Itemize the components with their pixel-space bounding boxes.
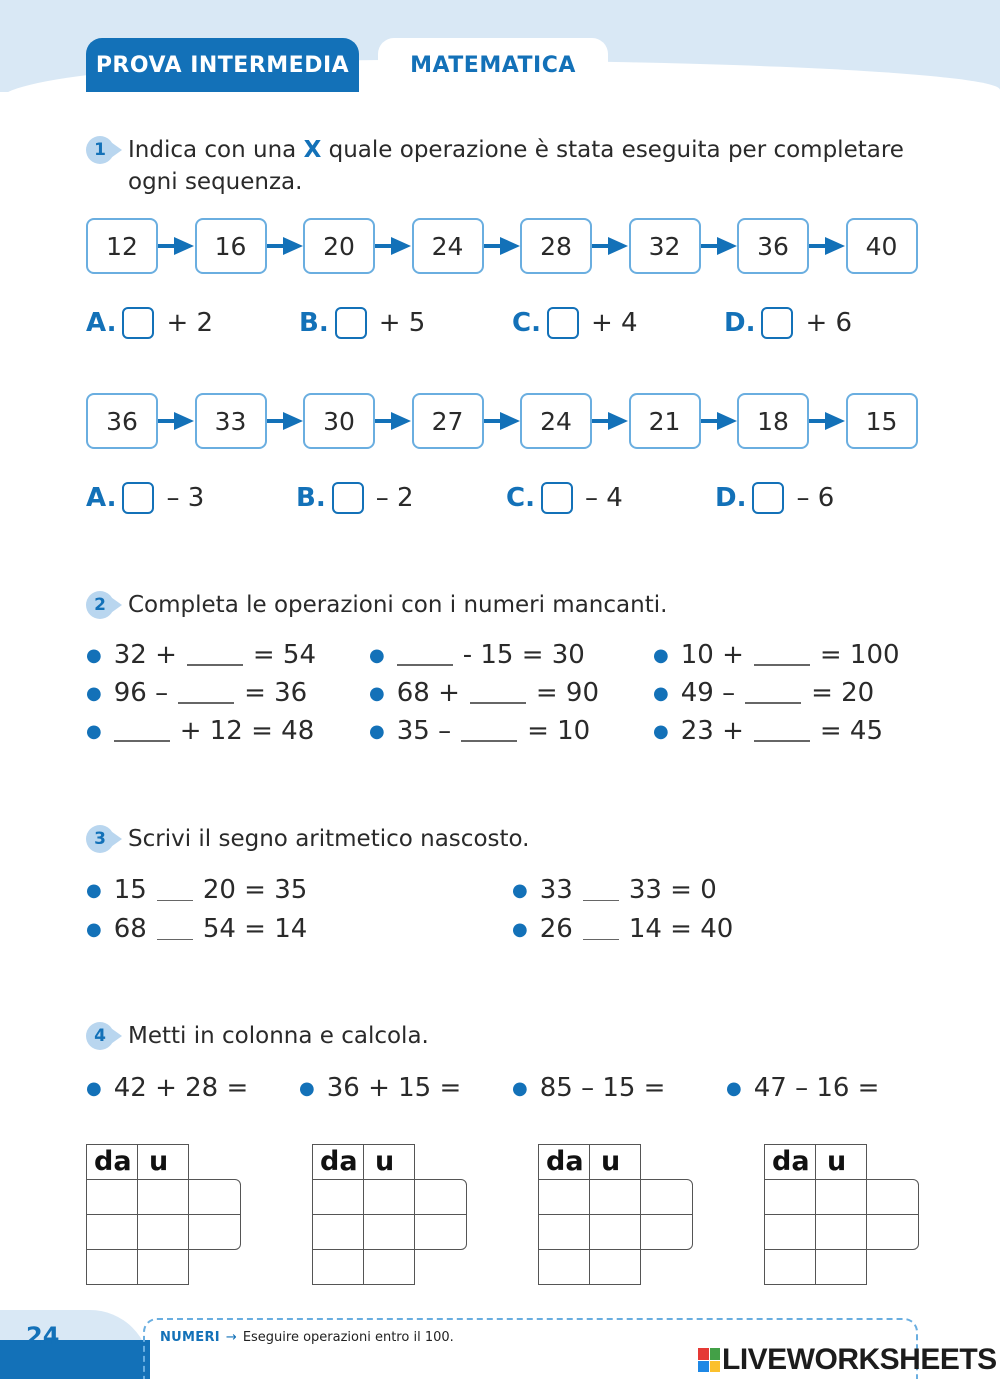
options-2: [86, 480, 916, 516]
bullet-dot-icon: ●: [299, 1077, 315, 1099]
operation-right: + 12 = 48: [179, 716, 315, 746]
operation-item: [369, 713, 590, 749]
exercise-number: 1: [86, 136, 114, 164]
operator-cell[interactable]: [188, 1179, 241, 1215]
grid-cell[interactable]: [538, 1249, 590, 1285]
bullet-dot-icon: ●: [86, 720, 102, 742]
sign-item: [86, 872, 307, 908]
instruction-text: Indica con una: [128, 137, 297, 163]
liveworksheets-logo: [698, 1343, 997, 1377]
operation-right: = 20: [811, 678, 875, 708]
exercise-number-badge: [86, 136, 126, 164]
column-operation: [512, 1070, 665, 1106]
grid-cell[interactable]: [137, 1179, 189, 1215]
option-3: [506, 480, 623, 516]
tab-prova-intermedia: PROVA INTERMEDIA: [86, 38, 359, 92]
operation-item: [86, 713, 314, 749]
operation-text: 47 – 16 =: [753, 1073, 880, 1103]
sequence-number-box: 27: [412, 393, 484, 449]
option-checkbox[interactable]: [335, 307, 367, 339]
operator-cell[interactable]: [866, 1214, 919, 1250]
option-operation: + 5: [378, 308, 426, 338]
sign-right: 20 = 35: [202, 875, 308, 905]
bullet-dot-icon: ●: [512, 918, 528, 940]
grid-cell[interactable]: [815, 1214, 867, 1250]
grid-cell[interactable]: [312, 1214, 364, 1250]
right-arrow-icon: [592, 412, 628, 430]
column-header-u: u: [827, 1146, 847, 1177]
right-arrow-icon: [484, 237, 520, 255]
operation-right: = 10: [527, 716, 591, 746]
operation-right: = 45: [819, 716, 883, 746]
grid-cell[interactable]: [815, 1249, 867, 1285]
option-3: [512, 305, 638, 341]
grid-cell[interactable]: [312, 1179, 364, 1215]
exercise-number: 2: [86, 591, 114, 619]
grid-cell[interactable]: [137, 1249, 189, 1285]
operation-right: = 100: [819, 640, 900, 670]
operation-right: = 90: [535, 678, 599, 708]
sequence-number-box: 15: [846, 393, 918, 449]
bullet-dot-icon: ●: [369, 682, 385, 704]
sign-left-number: 68: [113, 914, 147, 944]
grid-cell[interactable]: [589, 1214, 641, 1250]
right-arrow-icon: [158, 412, 194, 430]
grid-cell[interactable]: [815, 1179, 867, 1215]
options-1: [86, 305, 916, 341]
bullet-dot-icon: ●: [653, 644, 669, 666]
sequence-number-box: 12: [86, 218, 158, 274]
option-letter: A.: [86, 308, 117, 338]
sign-left-number: 26: [539, 914, 573, 944]
operator-cell[interactable]: [640, 1179, 693, 1215]
column-operation: [726, 1070, 879, 1106]
operation-left: 10 +: [680, 640, 744, 670]
option-operation: – 4: [584, 483, 623, 513]
footer-text: Eseguire operazioni entro il 100.: [242, 1330, 454, 1345]
operation-left: 68 +: [396, 678, 460, 708]
page-number: 24: [26, 1322, 60, 1350]
sequence-2: [86, 393, 918, 449]
column-grid: [538, 1144, 694, 1284]
column-operation: [299, 1070, 461, 1106]
exercise-number: 3: [86, 825, 114, 853]
column-header-u: u: [375, 1146, 395, 1177]
option-letter: D.: [724, 308, 756, 338]
option-2: [296, 480, 414, 516]
operator-cell[interactable]: [414, 1179, 467, 1215]
column-header-da: da: [546, 1146, 584, 1177]
option-checkbox[interactable]: [332, 482, 364, 514]
answer-blank[interactable]: [397, 644, 453, 666]
operator-cell[interactable]: [414, 1214, 467, 1250]
operator-cell[interactable]: [188, 1214, 241, 1250]
sign-blank[interactable]: [157, 879, 193, 901]
grid-cell[interactable]: [589, 1249, 641, 1285]
grid-cell[interactable]: [363, 1179, 415, 1215]
option-letter: C.: [506, 483, 535, 513]
sign-item: [512, 911, 733, 947]
sequence-number-box: 32: [629, 218, 701, 274]
exercise-2-heading: [86, 589, 667, 621]
sequence-number-box: 20: [303, 218, 375, 274]
sequence-number-box: 28: [520, 218, 592, 274]
exercise-number-badge: [86, 591, 126, 619]
sign-item: [86, 911, 307, 947]
grid-cell[interactable]: [86, 1249, 138, 1285]
answer-blank[interactable]: [745, 682, 801, 704]
option-operation: + 2: [166, 308, 214, 338]
answer-blank[interactable]: [470, 682, 526, 704]
right-arrow-icon: [375, 412, 411, 430]
operation-text: 36 + 15 =: [326, 1073, 462, 1103]
sequence-number-box: 40: [846, 218, 918, 274]
operation-item: [653, 637, 900, 673]
operation-item: [653, 675, 874, 711]
right-arrow-icon: [809, 237, 845, 255]
operation-right: = 54: [252, 640, 316, 670]
operation-text: 42 + 28 =: [113, 1073, 249, 1103]
column-operation: [86, 1070, 248, 1106]
option-letter: A.: [86, 483, 117, 513]
bullet-dot-icon: ●: [86, 918, 102, 940]
answer-blank[interactable]: [754, 720, 810, 742]
sign-blank[interactable]: [583, 879, 619, 901]
footer-band-dark: [0, 1340, 150, 1379]
instruction-text: Completa le operazioni con i numeri mancanti.: [128, 592, 668, 618]
sequence-number-box: 21: [629, 393, 701, 449]
grid-cell[interactable]: [86, 1214, 138, 1250]
footer-keyword: NUMERI: [160, 1330, 220, 1345]
sequence-number-box: 36: [86, 393, 158, 449]
option-letter: D.: [715, 483, 747, 513]
right-arrow-icon: [701, 237, 737, 255]
instruction-text-line2: ogni sequenza.: [128, 169, 303, 195]
right-arrow-icon: [267, 412, 303, 430]
sign-right: 33 = 0: [628, 875, 717, 905]
logo-mark-icon: [698, 1348, 720, 1372]
sequence-number-box: 33: [195, 393, 267, 449]
bullet-dot-icon: ●: [86, 1077, 102, 1099]
grid-cell[interactable]: [764, 1249, 816, 1285]
option-checkbox[interactable]: [122, 307, 154, 339]
sequence-number-box: 24: [412, 218, 484, 274]
sign-blank[interactable]: [583, 918, 619, 940]
option-operation: + 4: [590, 308, 638, 338]
bullet-dot-icon: ●: [653, 720, 669, 742]
exercise-4-heading: [86, 1020, 429, 1052]
answer-blank[interactable]: [114, 720, 170, 742]
option-1: [86, 480, 204, 516]
column-grid: [764, 1144, 920, 1284]
sequence-1: [86, 218, 918, 274]
bullet-dot-icon: ●: [653, 682, 669, 704]
operation-item: [86, 675, 307, 711]
x-mark: X: [303, 137, 322, 163]
sign-item: [512, 872, 717, 908]
right-arrow-icon: [375, 237, 411, 255]
option-checkbox[interactable]: [752, 482, 784, 514]
option-4: [724, 305, 852, 341]
operator-cell[interactable]: [866, 1179, 919, 1215]
column-grid: [312, 1144, 468, 1284]
operation-item: [86, 637, 316, 673]
column-header-u: u: [601, 1146, 621, 1177]
operation-right: = 36: [244, 678, 308, 708]
option-operation: – 2: [375, 483, 414, 513]
option-operation: + 6: [805, 308, 853, 338]
option-4: [715, 480, 834, 516]
column-grid: [86, 1144, 242, 1284]
sign-blank[interactable]: [157, 918, 193, 940]
column-header-da: da: [320, 1146, 358, 1177]
right-arrow-icon: [701, 412, 737, 430]
bullet-dot-icon: ●: [512, 1077, 528, 1099]
operation-left: 32 +: [113, 640, 177, 670]
sign-left-number: 15: [113, 875, 147, 905]
operation-left: 96 –: [113, 678, 169, 708]
bullet-dot-icon: ●: [512, 879, 528, 901]
sequence-number-box: 16: [195, 218, 267, 274]
operation-left: 49 –: [680, 678, 736, 708]
option-checkbox[interactable]: [761, 307, 793, 339]
instruction-text: Metti in colonna e calcola.: [128, 1023, 429, 1049]
right-arrow-icon: [267, 237, 303, 255]
operation-item: [653, 713, 883, 749]
instruction-text: quale operazione è stata eseguita per completare: [328, 137, 904, 163]
option-checkbox[interactable]: [541, 482, 573, 514]
grid-cell[interactable]: [589, 1179, 641, 1215]
option-1: [86, 305, 213, 341]
grid-cell[interactable]: [86, 1179, 138, 1215]
right-arrow-icon: [592, 237, 628, 255]
option-checkbox[interactable]: [547, 307, 579, 339]
column-header-da: da: [94, 1146, 132, 1177]
tab-matematica: MATEMATICA: [378, 38, 608, 92]
option-letter: B.: [296, 483, 326, 513]
grid-cell[interactable]: [137, 1214, 189, 1250]
column-header-u: u: [149, 1146, 169, 1177]
operator-cell[interactable]: [640, 1214, 693, 1250]
exercise-number-badge: [86, 1022, 126, 1050]
grid-cell[interactable]: [363, 1214, 415, 1250]
sequence-number-box: 30: [303, 393, 375, 449]
bullet-dot-icon: ●: [86, 879, 102, 901]
logo-text: LIVEWORKSHEETS: [722, 1343, 997, 1376]
bullet-dot-icon: ●: [726, 1077, 742, 1099]
answer-blank[interactable]: [178, 682, 234, 704]
grid-cell[interactable]: [363, 1249, 415, 1285]
answer-blank[interactable]: [754, 644, 810, 666]
option-checkbox[interactable]: [122, 482, 154, 514]
right-arrow-icon: [484, 412, 520, 430]
sequence-number-box: 36: [737, 218, 809, 274]
option-2: [299, 305, 425, 341]
option-operation: – 3: [166, 483, 205, 513]
grid-cell[interactable]: [538, 1179, 590, 1215]
operation-text: 85 – 15 =: [539, 1073, 666, 1103]
bullet-dot-icon: ●: [369, 644, 385, 666]
exercise-number: 4: [86, 1022, 114, 1050]
answer-blank[interactable]: [461, 720, 517, 742]
right-arrow-icon: [809, 412, 845, 430]
right-arrow-icon: [158, 237, 194, 255]
operation-item: [369, 675, 599, 711]
exercise-1-heading: [86, 134, 916, 198]
sign-right: 14 = 40: [628, 914, 734, 944]
footer-topic: [160, 1330, 454, 1345]
exercise-3-heading: [86, 823, 530, 855]
grid-cell[interactable]: [312, 1249, 364, 1285]
operation-item: [369, 637, 585, 673]
exercise-number-badge: [86, 825, 126, 853]
bullet-dot-icon: ●: [86, 682, 102, 704]
column-header-da: da: [772, 1146, 810, 1177]
bullet-dot-icon: ●: [369, 720, 385, 742]
operation-right: - 15 = 30: [462, 640, 585, 670]
instruction-text: Scrivi il segno aritmetico nascosto.: [128, 826, 530, 852]
sequence-number-box: 24: [520, 393, 592, 449]
operation-left: 35 –: [396, 716, 452, 746]
grid-cell[interactable]: [538, 1214, 590, 1250]
grid-cell[interactable]: [764, 1214, 816, 1250]
operation-left: 23 +: [680, 716, 744, 746]
option-letter: B.: [299, 308, 329, 338]
sequence-number-box: 18: [737, 393, 809, 449]
grid-cell[interactable]: [764, 1179, 816, 1215]
option-letter: C.: [512, 308, 541, 338]
footer-arrow-icon: →: [225, 1330, 237, 1345]
bullet-dot-icon: ●: [86, 644, 102, 666]
sign-left-number: 33: [539, 875, 573, 905]
answer-blank[interactable]: [187, 644, 243, 666]
option-operation: – 6: [796, 483, 835, 513]
sign-right: 54 = 14: [202, 914, 308, 944]
